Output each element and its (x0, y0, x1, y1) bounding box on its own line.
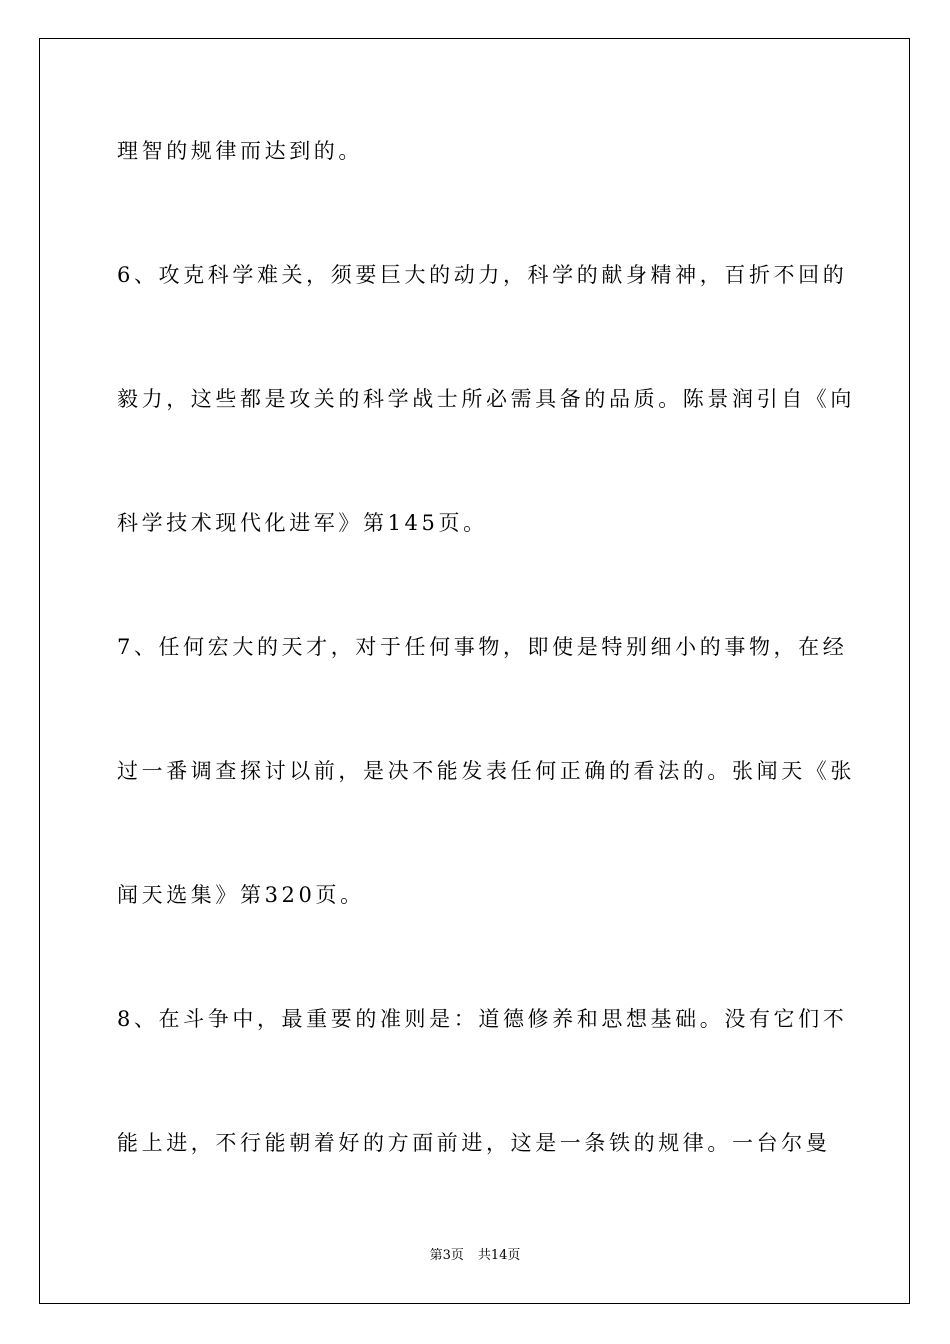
text-line: 闻天选集》第320页。 (117, 883, 365, 907)
text-line: 理智的规律而达到的。 (117, 139, 363, 163)
text-line: 毅力，这些都是攻关的科学战士所必需具备的品质。陈景润引自《向 (117, 387, 855, 411)
page-total: 共14页 (477, 1248, 521, 1263)
text-line: 7、任何宏大的天才，对于任何事物，即使是特别细小的事物，在经 (117, 635, 848, 659)
text-line: 科学技术现代化进军》第145页。 (117, 511, 488, 535)
text-line: 过一番调查探讨以前，是决不能发表任何正确的看法的。张闻天《张 (117, 759, 855, 783)
text-line: 6、攻克科学难关，须要巨大的动力，科学的献身精神，百折不回的 (117, 263, 848, 287)
text-line: 能上进，不行能朝着好的方面前进，这是一条铁的规律。一台尔曼 (117, 1131, 831, 1155)
page-footer (0, 1247, 950, 1265)
page-number: 第3页 (429, 1248, 464, 1263)
page-frame (39, 38, 910, 1304)
text-line: 8、在斗争中，最重要的准则是：道德修养和思想基础。没有它们不 (117, 1007, 848, 1031)
